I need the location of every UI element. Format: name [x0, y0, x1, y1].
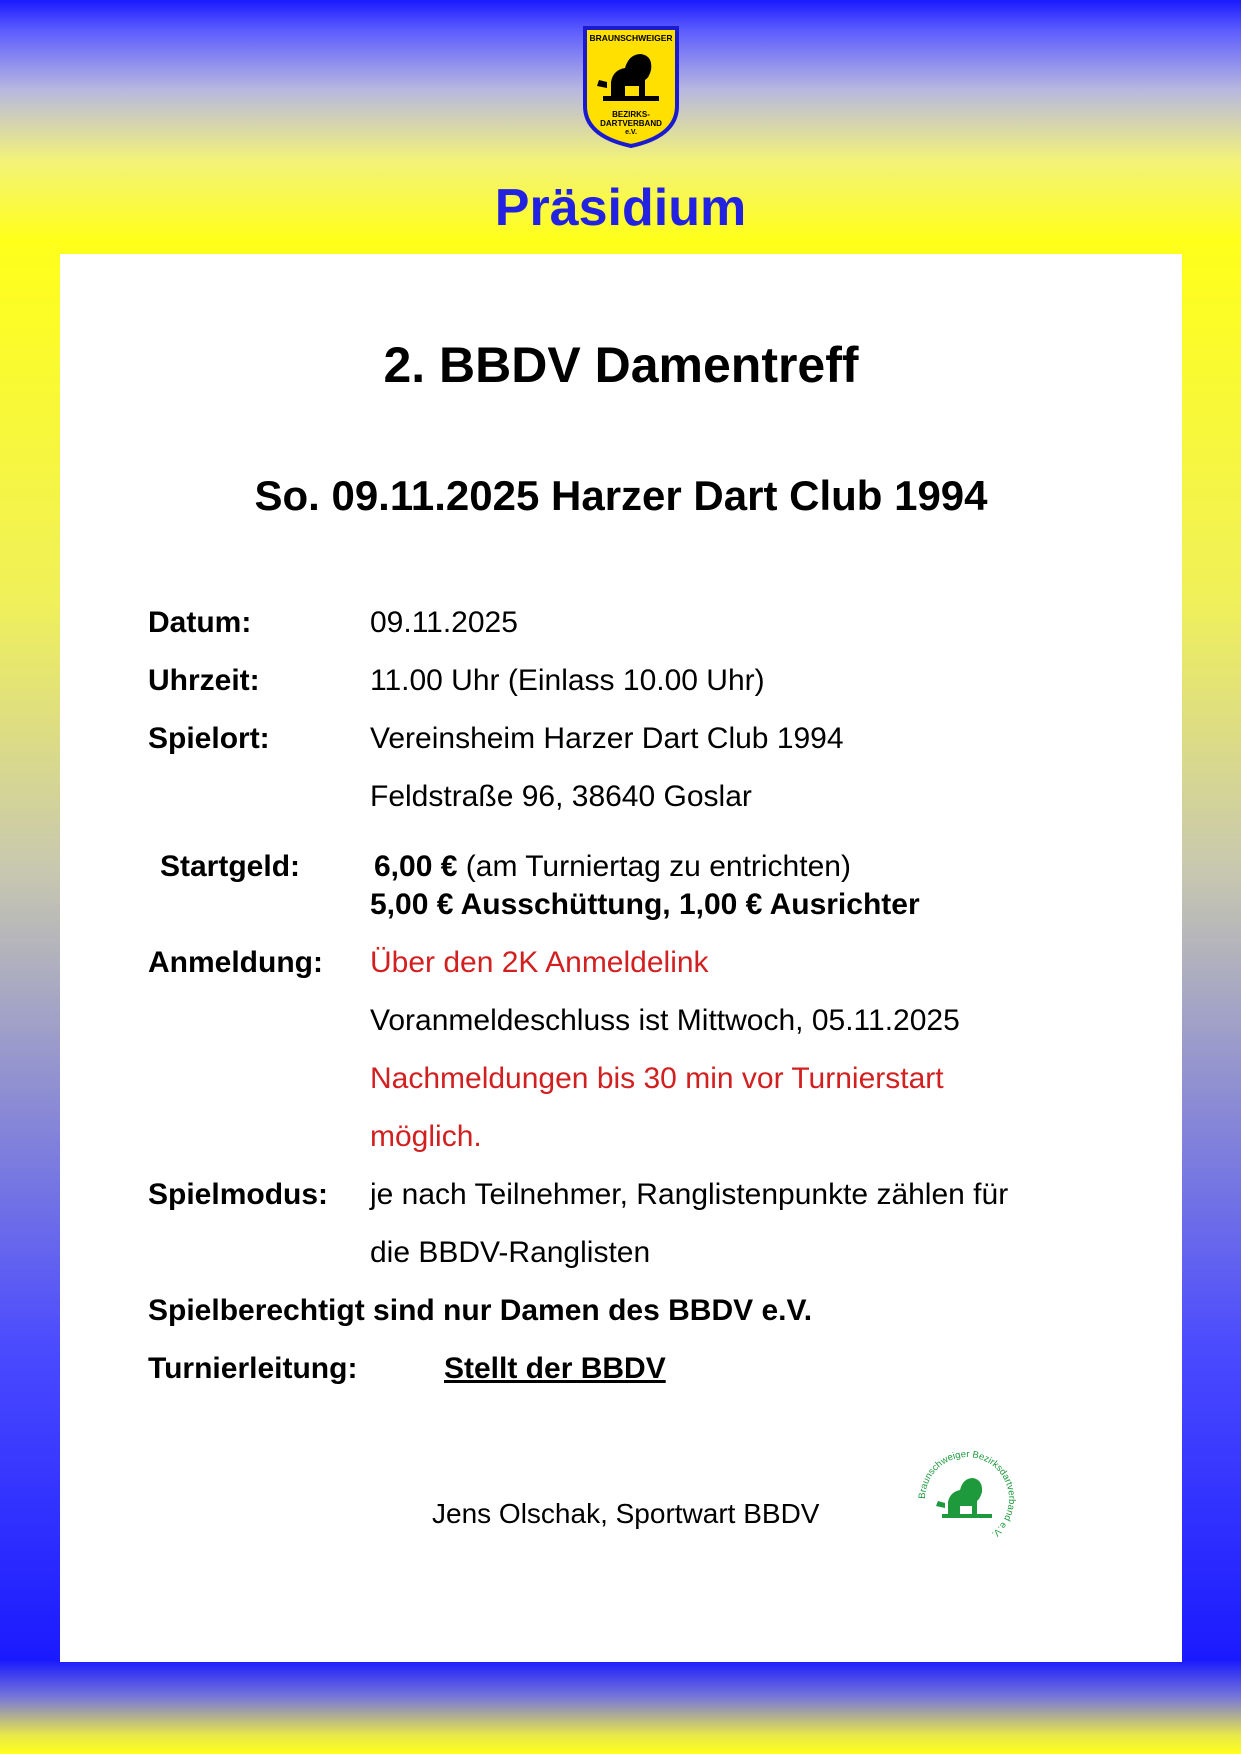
anmeldung-link[interactable]: Über den 2K Anmeldelink — [370, 946, 709, 979]
spielort-label: Spielort: — [148, 722, 270, 755]
event-title: 2. BBDV Damentreff — [383, 337, 859, 393]
club-stamp-logo — [912, 1444, 1022, 1554]
svg-text:Braunschweiger Bezirksdartverb: Braunschweiger Bezirksdartverband e.V. — [916, 1448, 1018, 1540]
startgeld-split: 5,00 € Ausschüttung, 1,00 € Ausrichter — [370, 888, 920, 921]
anmeldung-late-line-2: möglich. — [370, 1120, 482, 1153]
spielmodus-label: Spielmodus: — [148, 1178, 329, 1211]
svg-text:BEZIRKS-: BEZIRKS- — [612, 110, 650, 119]
event-subtitle: So. 09.11.2025 Harzer Dart Club 1994 — [254, 472, 988, 519]
anmeldung-deadline: Voranmeldeschluss ist Mittwoch, 05.11.2025 — [370, 1004, 960, 1037]
startgeld-value — [374, 850, 851, 884]
lion-icon — [936, 1478, 992, 1518]
anmeldung-late-line-1: Nachmeldungen bis 30 min vor Turnierstart — [370, 1062, 944, 1095]
spielort-line-1: Vereinsheim Harzer Dart Club 1994 — [370, 722, 844, 755]
turnierleitung-value: Stellt der BBDV — [444, 1352, 666, 1385]
page-title: Präsidium — [494, 179, 747, 237]
uhrzeit-label: Uhrzeit: — [148, 664, 260, 697]
spielmodus-line-2: die BBDV-Ranglisten — [370, 1236, 651, 1269]
startgeld-note: (am Turniertag zu entrichten) — [465, 850, 851, 883]
startgeld-label: Startgeld: — [160, 850, 301, 883]
turnierleitung-label: Turnierleitung: — [148, 1352, 358, 1385]
eligibility-note: Spielberechtigt sind nur Damen des BBDV e.V. — [148, 1294, 813, 1327]
signature: Jens Olschak, Sportwart BBDV — [432, 1498, 820, 1529]
svg-text:e.V.: e.V. — [625, 129, 637, 136]
bottom-gradient-band — [0, 1660, 1241, 1754]
datum-value: 09.11.2025 — [370, 606, 518, 639]
spielort-line-2: Feldstraße 96, 38640 Goslar — [370, 780, 752, 813]
startgeld-amount: 6,00 € — [374, 850, 458, 883]
svg-text:BRAUNSCHWEIGER: BRAUNSCHWEIGER — [589, 33, 673, 43]
content-panel — [60, 254, 1182, 1662]
club-badge-logo — [581, 24, 681, 150]
uhrzeit-value: 11.00 Uhr (Einlass 10.00 Uhr) — [370, 664, 765, 697]
spielmodus-line-1: je nach Teilnehmer, Ranglistenpunkte zählen für — [370, 1178, 1009, 1211]
anmeldung-label: Anmeldung: — [148, 946, 323, 979]
datum-label: Datum: — [148, 606, 252, 639]
svg-text:DARTVERBAND: DARTVERBAND — [600, 119, 662, 128]
